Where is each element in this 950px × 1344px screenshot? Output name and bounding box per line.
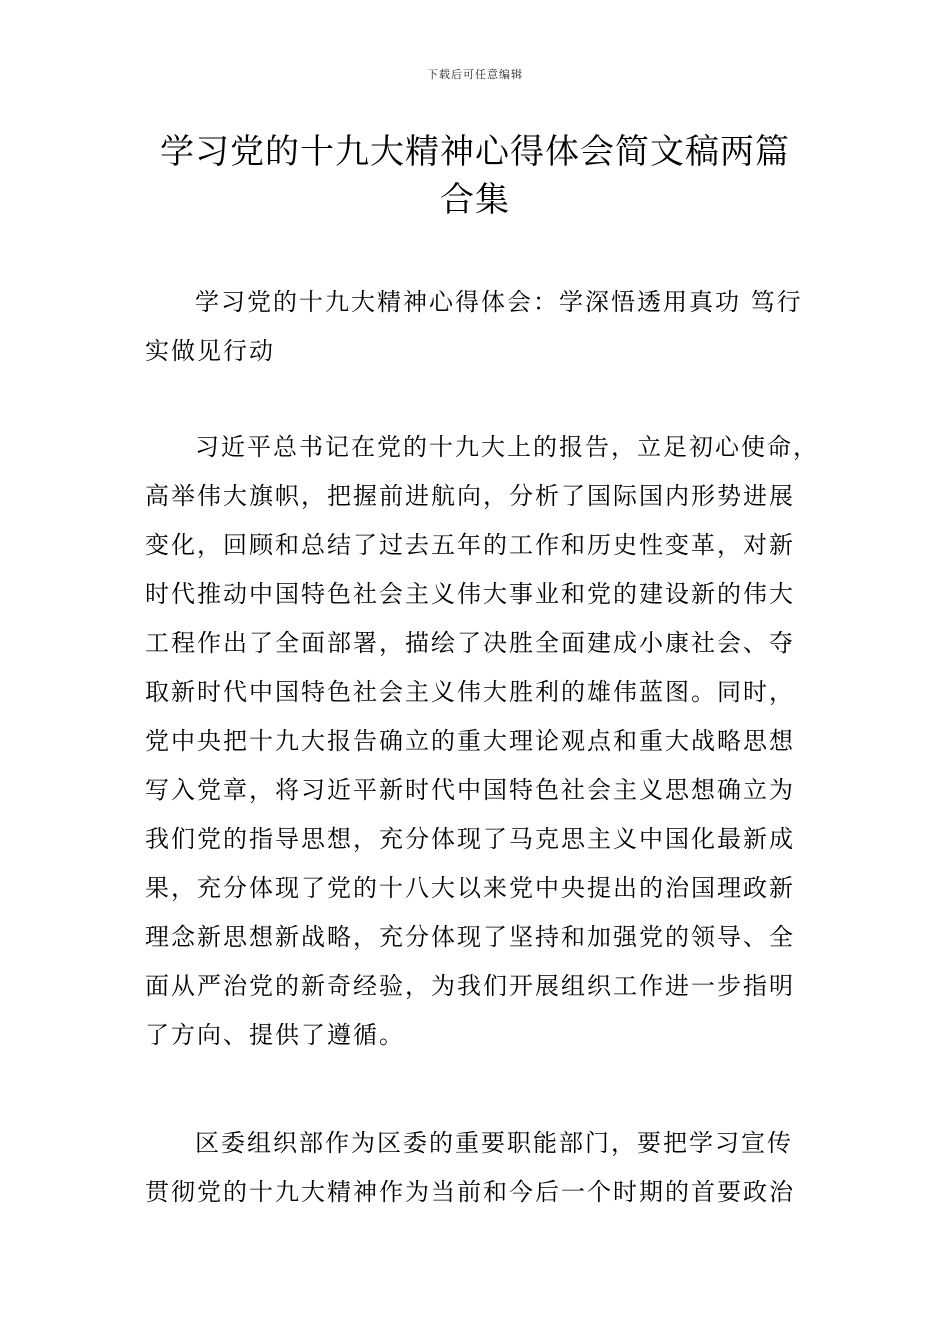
paragraph-line: 理念新思想新战略，充分体现了坚持和加强党的领导、全 [145,923,795,951]
paragraph-2 [145,1119,810,1217]
paragraph-line: 取新时代中国特色社会主义伟大胜利的雄伟蓝图。同时， [145,678,795,706]
document-title [140,128,810,224]
paragraph-line: 贯彻党的十九大精神作为当前和今后一个时期的首要政治 [145,1178,795,1206]
paragraph-line: 高举伟大旗帜，把握前进航向，分析了国际国内形势进展 [145,482,795,510]
paragraph-line: 时代推动中国特色社会主义伟大事业和党的建设新的伟大 [145,580,795,608]
paragraph-line: 变化，回顾和总结了过去五年的工作和历史性变革，对新 [145,531,795,559]
paragraph-line: 面从严治党的新奇经验，为我们开展组织工作进一步指明 [145,972,795,1000]
paragraph-line: 了方向、提供了遵循。 [145,1021,405,1049]
paragraph-line: 工程作出了全面部署，描绘了决胜全面建成小康社会、夺 [145,629,795,657]
paragraph-1 [145,423,819,1060]
section-subtitle [145,278,810,376]
subtitle-line: 实做见行动 [145,337,275,365]
paragraph-line: 写入党章，将习近平新时代中国特色社会主义思想确立为 [145,776,795,804]
title-line: 合集 [440,180,510,220]
title-line: 学习党的十九大精神心得体会简文稿两篇 [160,132,790,172]
paragraph-line: 区委组织部作为区委的重要职能部门，要把学习宣传 [195,1129,793,1157]
paragraph-line: 我们党的指导思想，充分体现了马克思主义中国化最新成 [145,825,795,853]
subtitle-line: 学习党的十九大精神心得体会：学深悟透用真功 笃行 [195,288,803,316]
paragraph-line: 党中央把十九大报告确立的重大理论观点和重大战略思想 [145,727,795,755]
header-note: 下载后可任意编辑 [427,68,523,81]
paragraph-line: 果，充分体现了党的十八大以来党中央提出的治国理政新 [145,874,795,902]
paragraph-line: 习近平总书记在党的十九大上的报告，立足初心使命， [195,433,819,461]
